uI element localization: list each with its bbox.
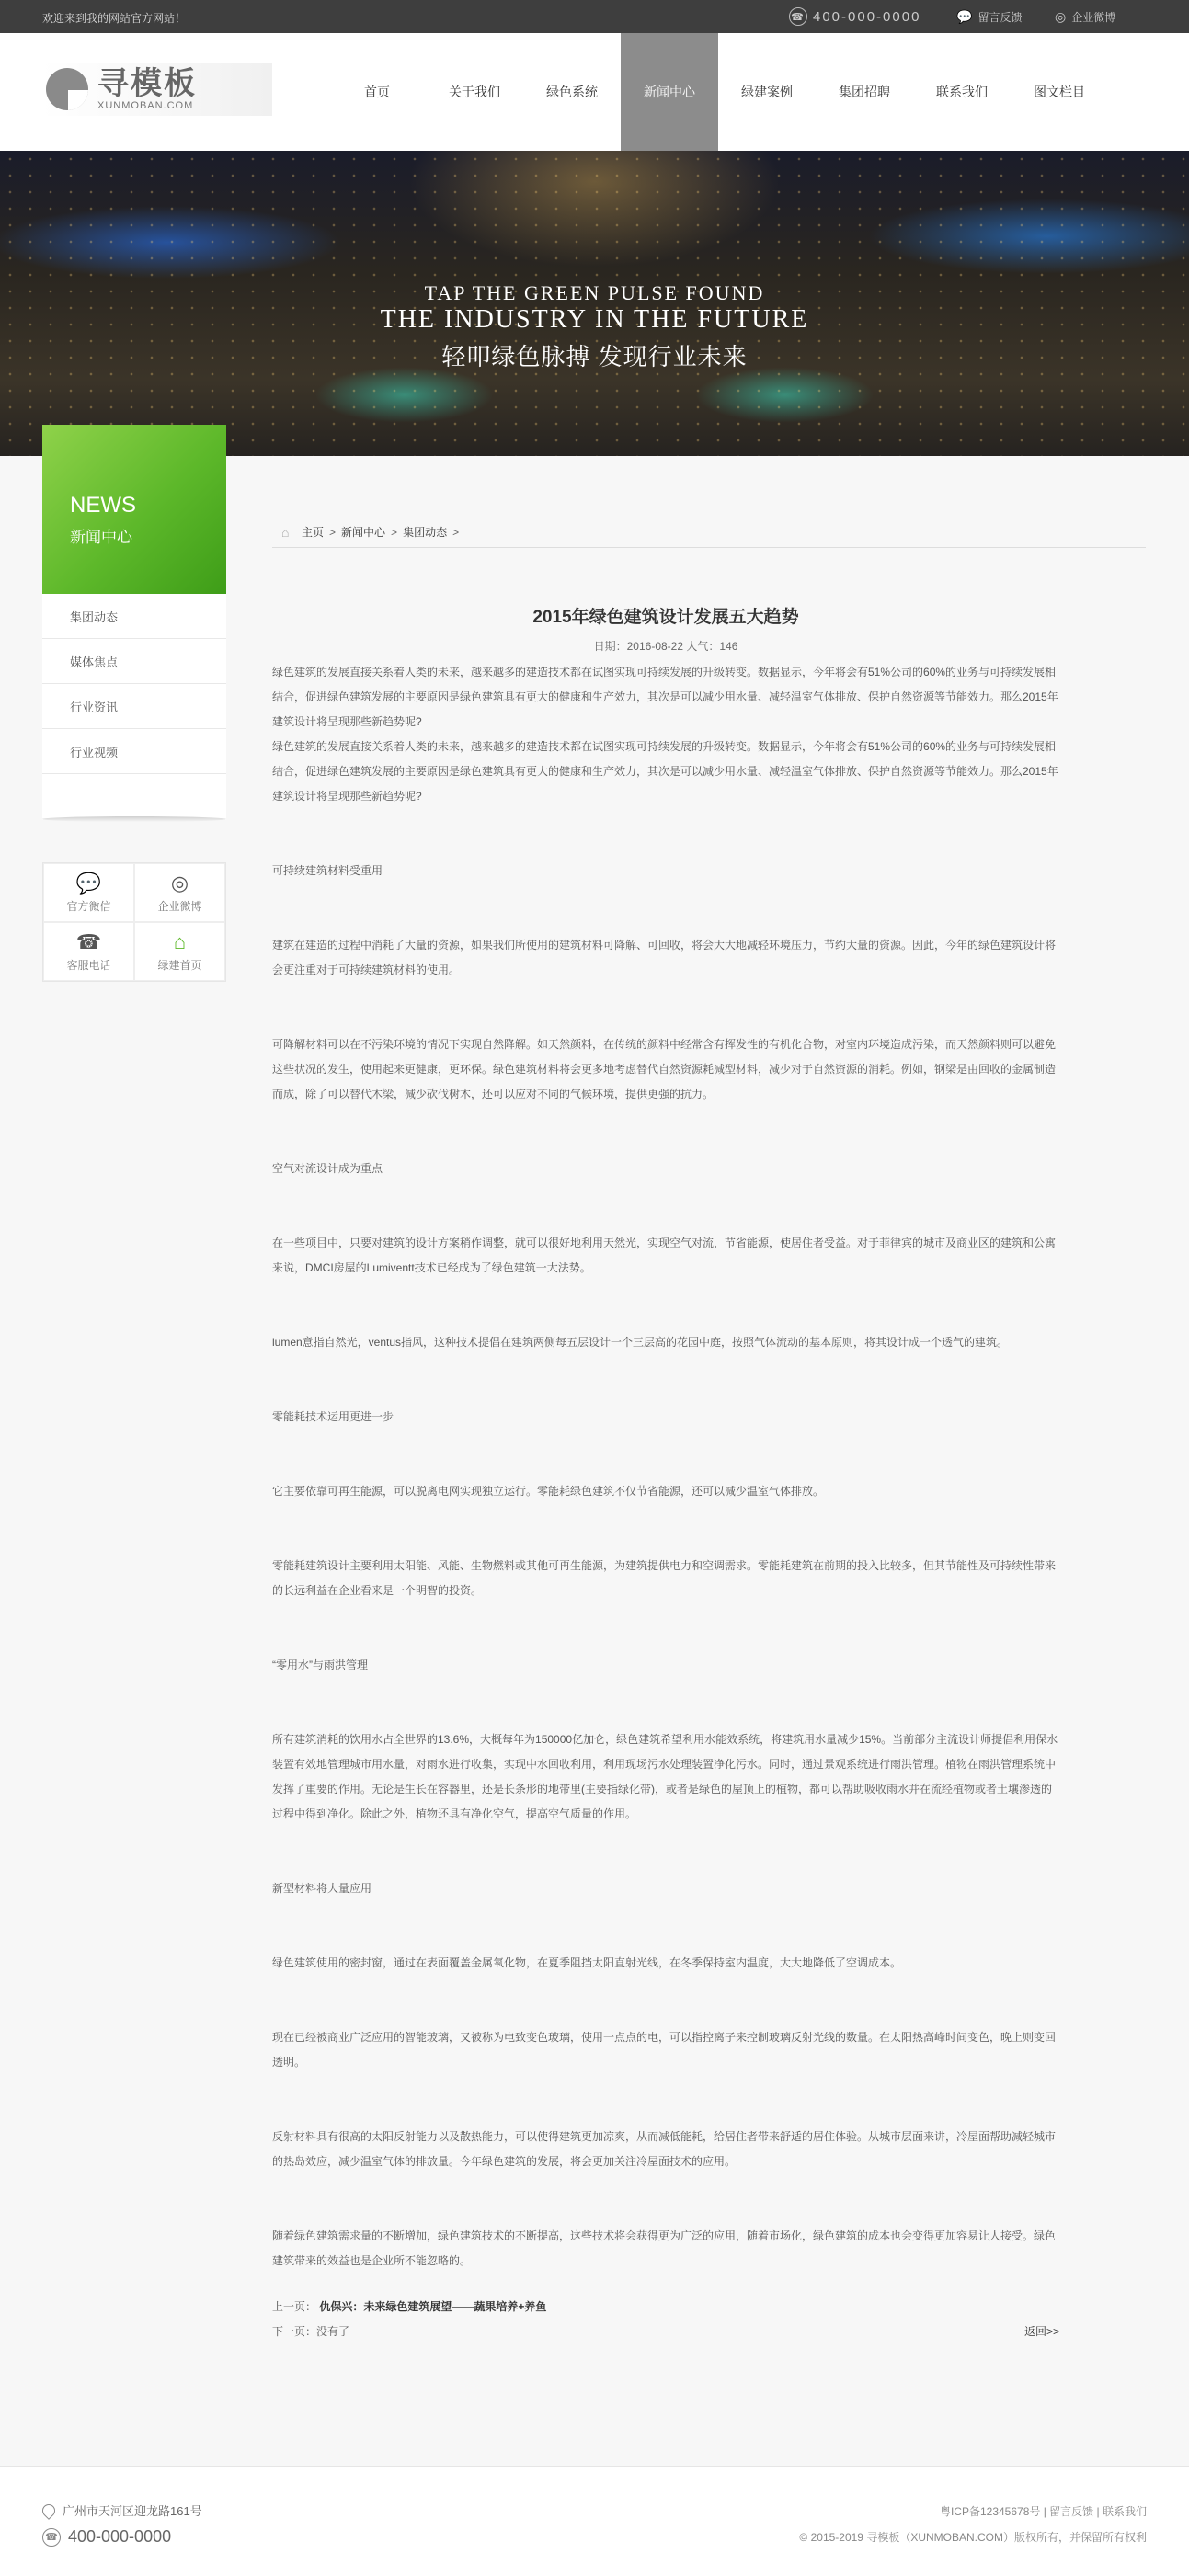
- nav-cases[interactable]: 绿建案例: [741, 85, 793, 99]
- article-subheading: 可持续建筑材料受重用: [272, 864, 383, 877]
- phone-icon: ☎: [789, 7, 807, 26]
- article-paragraph: 零能耗建筑设计主要利用太阳能、风能、生物燃料或其他可再生能源，为建筑提供电力和空调需求。零能耗建筑在前期的投入比较多，但其节能性及可持续性带来的长远利益在企业看来是一个明智的投资。: [272, 1559, 1057, 1597]
- sidebar-item-industry[interactable]: 行业资讯: [42, 684, 226, 729]
- nav-contact[interactable]: 联系我们: [936, 85, 988, 99]
- quick-wechat[interactable]: [43, 863, 134, 922]
- article-paragraph: 随着绿色建筑需求量的不断增加，绿色建筑技术的不断提高，这些技术将会获得更为广泛的应用，随着市场化，绿色建筑的成本也会变得更加容易让人接受。绿色建筑带来的效益也是企业所不能忽略的。: [272, 2229, 1057, 2267]
- home-icon: ⌂: [173, 929, 187, 953]
- chat-icon: 💬: [956, 9, 973, 24]
- hero-banner: [0, 151, 1189, 456]
- location-pin-icon: [40, 2502, 58, 2520]
- footer: [0, 2466, 1189, 2576]
- nav-about[interactable]: 关于我们: [449, 85, 500, 99]
- phone-icon: ☎: [42, 2528, 61, 2547]
- article-paragraph: 可降解材料可以在不污染环境的情况下实现自然降解。如天然颜料，在传统的颜料中经常含有挥发性的有机化合物，对室内环境造成污染，而天然颜料则可以避免这些状况的发生，使用起来更健康，更环保。绿色建筑材料将会更多地考虑替代自然资源耗减型材料，减少对于自然资源的消耗。例如，钢梁是由回收的金属制造而成，除了可以替代木梁，减少砍伐树木，还可以应对不同的气候环境，提供更强的抗力。: [272, 1038, 1057, 1100]
- article-subheading: 空气对流设计成为重点: [272, 1162, 383, 1175]
- quick-phone[interactable]: [43, 922, 134, 981]
- back-link[interactable]: 返回>>: [1023, 2325, 1059, 2338]
- weibo-label: 企业微博: [1071, 11, 1116, 24]
- telephone-icon: ☎: [75, 929, 102, 953]
- feedback-label: 留言反馈: [977, 11, 1023, 24]
- sidebar-title-cn: 新闻中心: [70, 529, 132, 546]
- sidebar-shadow: [42, 816, 226, 822]
- article-paragraph: 建筑在建造的过程中消耗了大量的资源，如果我们所使用的建筑材料可降解、可回收，将会大大地减轻环境压力，节约大量的资源。因此，今年的绿色建筑设计将会更注重对于可持续建筑材料的使用。: [272, 939, 1057, 976]
- top-bar: [0, 0, 1189, 33]
- sidebar-title-en: NEWS: [70, 493, 136, 518]
- logo-en: XUNMOBAN.COM: [97, 100, 194, 111]
- top-phone-number: 400-000-0000: [813, 8, 921, 25]
- sidebar-menu-tail: [42, 774, 226, 820]
- article-paragraph: 绿色建筑的发展直接关系着人类的未来，越来越多的建造技术都在试图实现可持续发展的升级转变。数据显示，今年将会有51%公司的60%的业务与可持续发展相结合，促进绿色建筑发展的主要原因是绿色建筑具有更大的健康和生产效力，其次是可以减少用水量、减轻温室气体排放、保护自然资源等节能效力。那么2015年建筑设计将呈现那些新趋势呢?: [272, 740, 1058, 803]
- nav-green-system[interactable]: 绿色系统: [546, 85, 598, 99]
- logo-mark-icon: [46, 68, 88, 110]
- article-paragraph: lumen意指自然光，ventus指风，这种技术提倡在建筑两侧每五层设计一个三层高的花园中庭，按照气体流动的基本原则，将其设计成一个透气的建筑。: [272, 1336, 1009, 1349]
- footer-copyright: © 2015-2019 寻模板（XUNMOBAN.COM）版权所有，并保留所有权利: [799, 2531, 1147, 2544]
- footer-icp[interactable]: 粤ICP备12345678号: [939, 2505, 1041, 2518]
- feedback-link[interactable]: [956, 9, 1022, 25]
- breadcrumb-home[interactable]: 主页: [302, 526, 325, 539]
- welcome-text: 欢迎来到我的网站官方网站！: [42, 12, 187, 25]
- breadcrumb: [272, 517, 1146, 548]
- home-icon: ⌂: [281, 524, 290, 540]
- nav-home[interactable]: 首页: [364, 85, 390, 99]
- article-title: 2015年绿色建筑设计发展五大趋势: [532, 608, 799, 627]
- next-article: 下一页：没有了: [272, 2325, 350, 2338]
- footer-phone-number: 400-000-0000: [68, 2527, 172, 2546]
- article-meta: 日期：2016-08-22 人气：146: [593, 640, 738, 653]
- article-paragraph: 所有建筑消耗的饮用水占全世界的13.6%，大概每年为150000亿加仑，绿色建筑希望利用水能效系统，将建筑用水量减少15%。当前部分主流设计师提倡利用保水装置有效地管理城市用水量，对雨水进行收集，实现中水回收利用，利用现场污水处理装置净化污水。同时，通过景观系统进行雨洪管理。植物在雨洪管理系统中发挥了重要的作用。无论是生长在容器里，还是长条形的地带里(主要指绿化带)，或者是绿色的屋顶上的植物，都可以帮助吸收雨水并在流经植物或者土壤渗透的过程中得到净化。除此之外，植物还具有净化空气，提高空气质量的作用。: [272, 1733, 1058, 1820]
- sidebar-item-group-news[interactable]: 集团动态: [42, 594, 226, 639]
- sidebar-item-media[interactable]: 媒体焦点: [42, 639, 226, 684]
- article-paragraph: 在一些项目中，只要对建筑的设计方案稍作调整，就可以很好地利用天然光，实现空气对流，节省能源，使居住者受益。对于菲律宾的城市及商业区的建筑和公寓来说，DMCI房屋的Lumiventt技术已经成为了绿色建筑一大法势。: [272, 1237, 1057, 1274]
- prev-label: 上一页：: [272, 2300, 317, 2313]
- banner-line-2: THE INDUSTRY IN THE FUTURE: [380, 305, 809, 334]
- footer-phone: [42, 2527, 171, 2547]
- breadcrumb-separator: >: [452, 525, 460, 539]
- article-paragraph: 现在已经被商业广泛应用的智能玻璃，又被称为电致变色玻璃，使用一点点的电，可以指控离子来控制玻璃反射光线的数量。在太阳热高峰时间变色，晚上则变回透明。: [272, 2031, 1057, 2069]
- quick-home-label: 绿建首页: [157, 958, 202, 972]
- breadcrumb-group-news[interactable]: 集团动态: [403, 526, 448, 539]
- footer-address-text: 广州市天河区迎龙路161号: [63, 2504, 202, 2518]
- nav-jobs[interactable]: 集团招聘: [839, 85, 890, 99]
- prev-article-link[interactable]: 仇保兴：未来绿色建筑展望——蔬果培养+养鱼: [319, 2300, 547, 2313]
- header: [0, 33, 1189, 151]
- sidebar-menu: [42, 594, 226, 820]
- wechat-icon: 💬: [75, 871, 102, 895]
- banner-line-1: TAP THE GREEN PULSE FOUND: [424, 281, 765, 304]
- weibo-link[interactable]: [1055, 9, 1115, 25]
- footer-address: [42, 2502, 202, 2519]
- quick-home[interactable]: [134, 922, 225, 981]
- weibo-icon: ◎: [1055, 9, 1067, 24]
- quick-links: [42, 862, 226, 982]
- footer-contact-link[interactable]: 联系我们: [1102, 2505, 1147, 2518]
- quick-weibo-label: 企业微博: [157, 899, 202, 913]
- article-paragraph: 它主要依靠可再生能源，可以脱离电网实现独立运行。零能耗绿色建筑不仅节省能源，还可以减少温室气体排放。: [272, 1485, 825, 1498]
- article-subheading: 新型材料将大量应用: [272, 1882, 372, 1895]
- main-nav: [328, 33, 1108, 151]
- footer-feedback-link[interactable]: 留言反馈: [1049, 2505, 1094, 2518]
- breadcrumb-separator: >: [329, 525, 337, 539]
- article-subheading: “零用水”与雨洪管理: [272, 1658, 368, 1671]
- logo-cn: 寻模板: [97, 66, 197, 101]
- weibo-icon: ◎: [170, 871, 189, 895]
- sidebar-header: [42, 425, 226, 594]
- quick-weibo[interactable]: [134, 863, 225, 922]
- article-pager: [272, 2295, 1059, 2344]
- quick-phone-label: 客服电话: [66, 958, 111, 972]
- top-phone: [789, 7, 920, 26]
- article-paragraph: 绿色建筑的发展直接关系着人类的未来，越来越多的建造技术都在试图实现可持续发展的升级转变。数据显示，今年将会有51%公司的60%的业务与可持续发展相结合，促进绿色建筑发展的主要原因是绿色建筑具有更大的健康和生产效力，其次是可以减少用水量、减轻温室气体排放、保护自然资源等节能效力。那么2015年建筑设计将呈现那些新趋势呢?: [272, 666, 1058, 728]
- quick-wechat-label: 官方微信: [66, 899, 111, 913]
- article-body: [272, 660, 1059, 2274]
- article-paragraph: 绿色建筑使用的密封窗，通过在表面覆盖金属氧化物，在夏季阻挡太阳直射光线，在冬季保持室内温度，大大地降低了空调成本。: [272, 1956, 902, 1969]
- article-paragraph: 反射材料具有很高的太阳反射能力以及散热能力，可以使得建筑更加凉爽，从而减低能耗，给居住者带来舒适的居住体验。从城市层面来讲，冷屋面帮助减轻城市的热岛效应，减少温室气体的排放量。今年绿色建筑的发展，将会更加关注冷屋面技术的应用。: [272, 2130, 1057, 2168]
- prev-article: [272, 2295, 1059, 2320]
- sidebar-item-video[interactable]: 行业视频: [42, 729, 226, 774]
- nav-gallery[interactable]: 图文栏目: [1034, 85, 1085, 99]
- nav-news[interactable]: 新闻中心: [621, 33, 718, 151]
- banner-line-3: 轻叩绿色脉搏 发现行业未来: [441, 343, 748, 370]
- article-subheading: 零能耗技术运用更进一步: [272, 1410, 394, 1423]
- site-logo[interactable]: [42, 63, 272, 116]
- breadcrumb-separator: >: [391, 525, 398, 539]
- footer-links: 粤ICP备12345678号 | 留言反馈 | 联系我们: [939, 2505, 1147, 2518]
- breadcrumb-news[interactable]: 新闻中心: [341, 526, 386, 539]
